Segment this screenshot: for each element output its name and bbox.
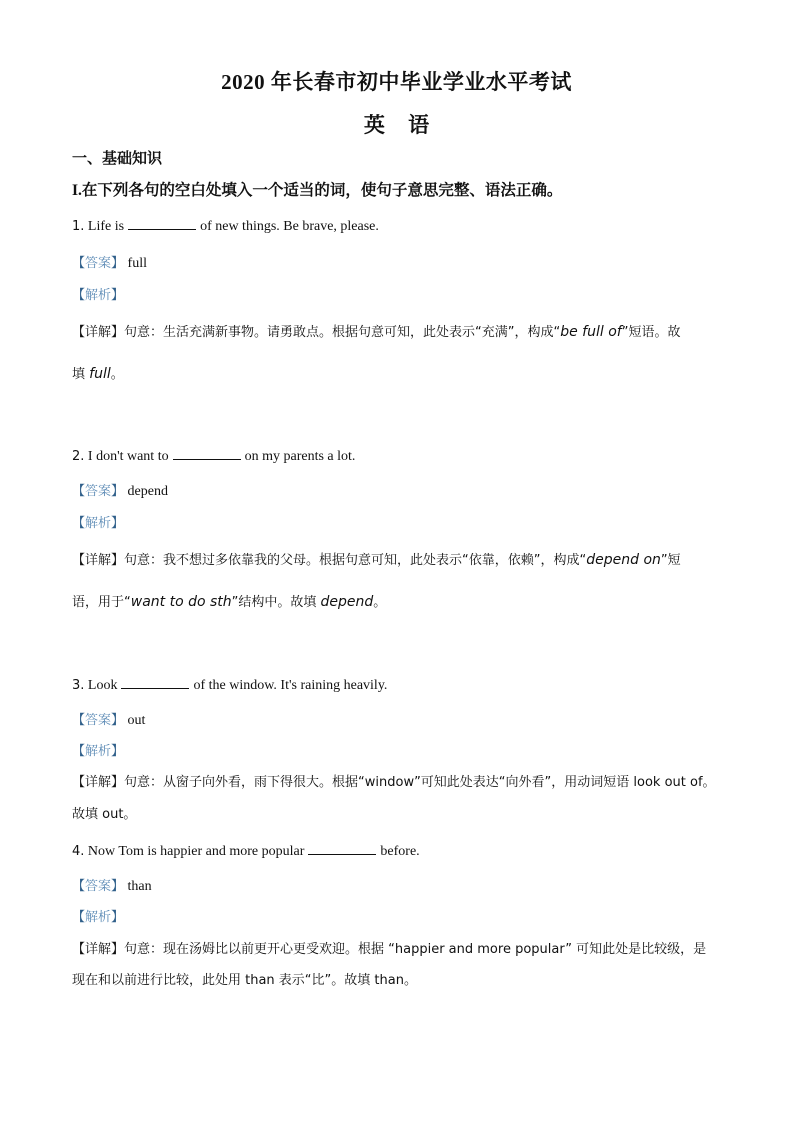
- detail-1-line-2: 填 full。: [72, 366, 124, 382]
- answer-label: 【答案】: [72, 713, 125, 728]
- question-number: 3.: [72, 678, 85, 693]
- detail-2-line-2: 语，用于“want to do sth”结构中。故填 depend。: [72, 594, 387, 610]
- question-4: [72, 842, 420, 862]
- question-text-after: of new things. Be brave, please.: [200, 219, 379, 234]
- detail-3-line-2: 故填 out。: [72, 807, 137, 822]
- question-text-after: on my parents a lot.: [244, 449, 356, 464]
- answer-blank: [173, 447, 241, 460]
- question-2: [72, 447, 355, 467]
- detail-4-line-2: 现在和以前进行比较，此处用 than 表示“比”。故填 than。: [72, 973, 417, 988]
- detail-4-line-1: 【详解】句意：现在汤姆比以前更开心更受欢迎。根据 “happier and more popular” 可知此处是比较级，是: [72, 942, 707, 957]
- analysis-row-2: [72, 514, 124, 534]
- question-text-before: Life is: [87, 219, 125, 234]
- answer-row-1: [72, 254, 147, 274]
- exam-title: 2020 年长春市初中毕业学业水平考试: [221, 70, 572, 94]
- detail-3-line-1: 【详解】句意：从窗子向外看，雨下得很大。根据“window”可知此处表达“向外看”，用动词短语 look out of。: [72, 775, 716, 790]
- answer-label: 【答案】: [72, 484, 125, 499]
- answer-value: depend: [127, 484, 168, 499]
- analysis-label: 【解析】: [72, 744, 125, 759]
- highlighted-word: full: [89, 366, 111, 382]
- detail-label: 【详解】: [72, 553, 125, 568]
- exam-subject: 英 语: [363, 113, 430, 137]
- question-1: [72, 217, 379, 237]
- analysis-row-1: [72, 286, 124, 306]
- detail-label: 【详解】: [72, 325, 125, 340]
- question-3: [72, 676, 387, 696]
- analysis-label: 【解析】: [72, 288, 125, 303]
- answer-label: 【答案】: [72, 879, 125, 894]
- detail-2-line-1: 【详解】句意：我不想过多依靠我的父母。根据句意可知，此处表示“依靠，依赖”，构成“depend on”短: [72, 552, 681, 568]
- highlighted-phrase: be full of: [560, 324, 622, 340]
- analysis-row-4: [72, 908, 124, 928]
- answer-value: full: [127, 256, 147, 271]
- answer-blank: [308, 842, 376, 855]
- question-text-after: before.: [380, 844, 420, 859]
- question-number: 4.: [72, 844, 85, 859]
- detail-label: 【详解】: [72, 775, 125, 790]
- question-text-before: Now Tom is happier and more popular: [87, 844, 305, 859]
- analysis-row-3: [72, 742, 124, 762]
- question-text-before: I don't want to: [87, 449, 169, 464]
- answer-row-2: [72, 482, 168, 502]
- answer-blank: [121, 676, 189, 689]
- question-number: 1.: [72, 219, 85, 234]
- answer-value: out: [127, 713, 146, 728]
- detail-label: 【详解】: [72, 942, 125, 957]
- answer-blank: [128, 217, 196, 230]
- question-text-before: Look: [87, 678, 118, 693]
- answer-value: than: [127, 879, 152, 894]
- detail-1-line-1: 【详解】句意：生活充满新事物。请勇敢点。根据句意可知，此处表示“充满”，构成“be full of”短语。故: [72, 324, 681, 340]
- highlighted-word: depend: [320, 594, 374, 610]
- analysis-label: 【解析】: [72, 516, 125, 531]
- section-heading: 一、基础知识: [72, 151, 163, 167]
- answer-label: 【答案】: [72, 256, 125, 271]
- analysis-label: 【解析】: [72, 910, 125, 925]
- question-number: 2.: [72, 449, 85, 464]
- instruction-text: I.在下列各句的空白处填入一个适当的词，使句子意思完整、语法正确。: [72, 182, 563, 199]
- question-text-after: of the window. It's raining heavily.: [193, 678, 388, 693]
- answer-row-4: [72, 877, 152, 897]
- answer-row-3: [72, 711, 145, 731]
- highlighted-phrase: depend on: [586, 552, 661, 568]
- highlighted-phrase: want to do sth: [130, 594, 232, 610]
